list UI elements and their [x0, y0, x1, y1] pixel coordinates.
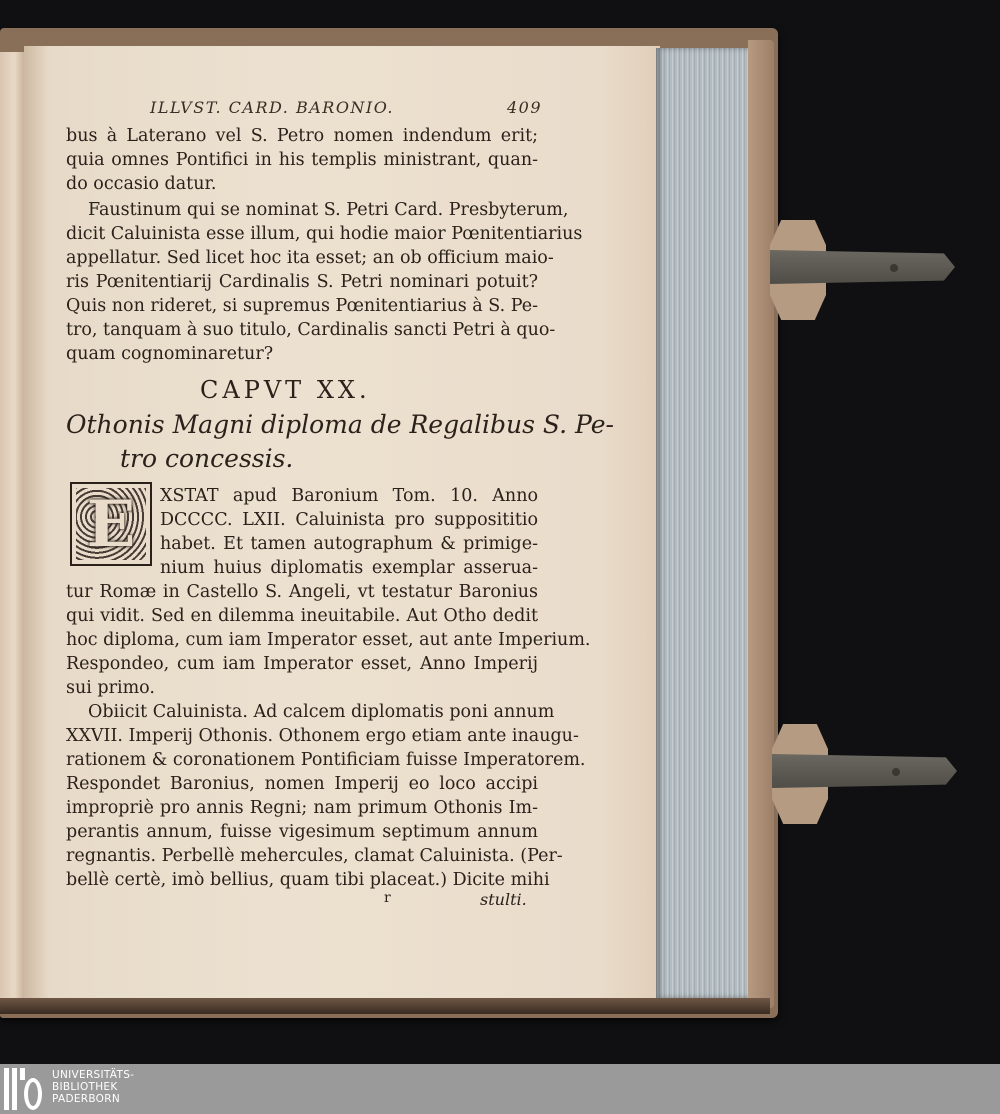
text-line: quam cognominaretur? [66, 344, 274, 364]
text-line: Respondeo, cum iam Imperator esset, Anno Imperij [66, 654, 538, 674]
text-line: Obiicit Caluinista. Ad calcem diplomatis poni annum [88, 702, 555, 722]
text-line: XXVII. Imperij Othonis. Othonem ergo etiam ante inaugu- [66, 726, 579, 746]
text-line: XSTAT apud Baronium Tom. 10. Anno [160, 486, 538, 506]
decorated-initial [70, 482, 152, 566]
text-line: bellè certè, imò bellius, quam tibi placeat.) Dicite mihi [66, 870, 550, 890]
running-head: ILLVST. CARD. BARONIO. [150, 98, 395, 117]
text-line: regnantis. Perbellè mehercules, clamat Caluinista. (Per- [66, 846, 563, 866]
text-line: do occasio datur. [66, 174, 217, 194]
text-line: quia omnes Pontifici in his templis ministrant, quan- [66, 150, 538, 170]
text-line: bus à Laterano vel S. Petro nomen indendum erit; [66, 126, 538, 146]
text-line: perantis annum, fuisse vigesimum septimum annum [66, 822, 538, 842]
clasp-strap [772, 754, 957, 788]
page-number: 409 [506, 98, 542, 117]
signature-mark: r [384, 890, 391, 906]
text-line: impropriè pro annis Regni; nam primum Othonis Im- [66, 798, 538, 818]
clasp-rivet [892, 768, 900, 776]
text-line: habet. Et tamen autographum & primige- [160, 534, 538, 554]
library-name-line: UNIVERSITÄTS- [52, 1069, 135, 1081]
text-line: ris Pœnitentiarij Cardinalis S. Petri nominari potuit? [66, 272, 538, 292]
text-line: tro, tanquam à suo titulo, Cardinalis sancti Petri à quo- [66, 320, 556, 340]
text-line: dicit Caluinista esse illum, qui hodie maior Pœnitentiarius [66, 224, 583, 244]
text-line: appellatur. Sed licet hoc ita esset; an ob officium maio- [66, 248, 554, 268]
chapter-title: Othonis Magni diploma de Regalibus S. Pe- [66, 410, 614, 439]
text-line: DCCCC. LXII. Caluinista pro supposititio [160, 510, 538, 530]
clasp-rivet [890, 264, 898, 272]
library-name-line: PADERBORN [52, 1093, 120, 1105]
cover-board-edge [748, 40, 774, 1008]
chapter-title-continued: tro concessis. [120, 444, 294, 473]
facing-page-edge [0, 52, 24, 1000]
text-line: rationem & coronationem Pontificiam fuisse Imperatorem. [66, 750, 586, 770]
library-footer-bar [0, 1064, 1000, 1114]
text-line: tur Romæ in Castello S. Angeli, vt testatur Baronius [66, 582, 538, 602]
text-line: Respondet Baronius, nomen Imperij eo loco accipi [66, 774, 538, 794]
library-logo-icon [4, 1068, 44, 1110]
library-name-line: BIBLIOTHEK [52, 1081, 118, 1093]
running-header [150, 98, 542, 117]
text-line: hoc diploma, cum iam Imperator esset, aut ante Imperium. [66, 630, 591, 650]
page-edges [656, 48, 748, 998]
library-name [52, 1069, 134, 1105]
chapter-heading: CAPVT XX. [200, 376, 371, 404]
catchword: stulti. [480, 890, 527, 909]
text-line: nium huius diplomatis exemplar asserua- [160, 558, 538, 578]
text-line: qui vidit. Sed en dilemma ineuitabile. Aut Otho dedit [66, 606, 538, 626]
initial-letter: E [86, 486, 136, 562]
clasp-strap [770, 250, 955, 284]
book-bottom-edge [0, 998, 770, 1014]
text-line: sui primo. [66, 678, 155, 698]
text-line: Faustinum qui se nominat S. Petri Card. Presbyterum, [88, 200, 569, 220]
text-line: Quis non rideret, si supremus Pœnitentiarius à S. Pe- [66, 296, 539, 316]
